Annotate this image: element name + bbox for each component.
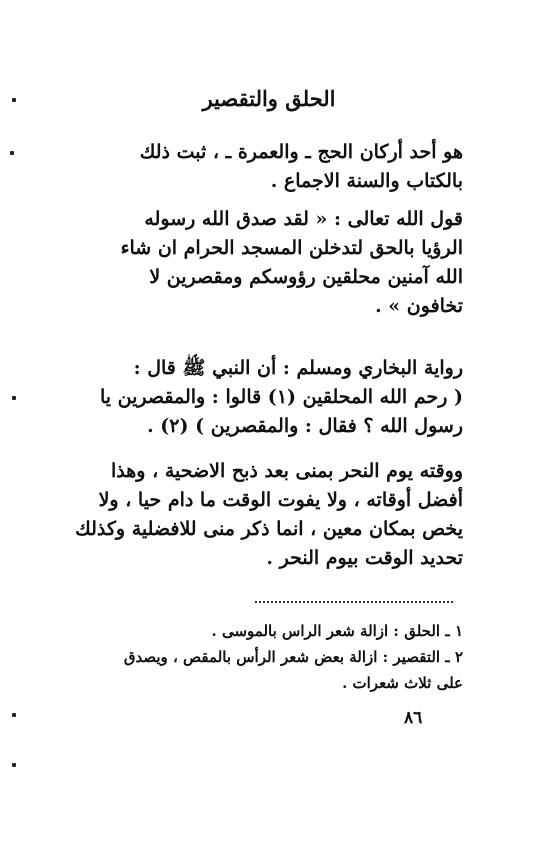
paragraph-hadith bbox=[71, 354, 463, 441]
text-line: تحديد الوقت بيوم النحر . bbox=[266, 547, 463, 569]
footnote-line: ٢ ـ التقصير : ازالة بعض شعر الرأس بالمقص ، ويصدق bbox=[123, 648, 463, 666]
text-line: يخص بمكان معين ، انما ذكر منى للافضلية وكذلك bbox=[75, 518, 463, 540]
footnote-line: ١ ـ الحلق : ازالة شعر الراس بالموسى . bbox=[211, 622, 463, 640]
text-line: هو أحد أركان الحج ـ والعمرة ـ ، ثبت ذلك bbox=[139, 141, 463, 163]
scan-speck bbox=[10, 151, 14, 155]
text-line: ووقته يوم النحر بمنى بعد ذبح الاضحية ، وهذا bbox=[111, 460, 463, 482]
footnote-divider bbox=[255, 601, 453, 603]
text-line: رواية البخاري ومسلم : أن النبي ﷺ قال : bbox=[133, 357, 463, 379]
text-line: تخافون » . bbox=[375, 295, 463, 317]
paragraph-timing bbox=[71, 457, 463, 573]
text-line: الرؤيا بالحق لتدخلن المسجد الحرام ان شاء bbox=[120, 237, 463, 259]
text-line: ( رحم الله المحلقين (١) قالوا : والمقصرين يا bbox=[99, 386, 463, 408]
text-line: أفضل أوقاته ، ولا يفوت الوقت ما دام حيا ، ولا bbox=[98, 489, 463, 511]
scan-speck bbox=[12, 763, 16, 767]
text-line: قول الله تعالى : « لقد صدق الله رسوله bbox=[144, 208, 463, 230]
footnote-line: على ثلاث شعرات . bbox=[342, 674, 463, 692]
page-number: ٨٦ bbox=[404, 708, 423, 728]
text-line: بالكتاب والسنة الاجماع . bbox=[270, 170, 463, 192]
text-line: الله آمنين محلقين رؤوسكم ومقصرين لا bbox=[149, 266, 463, 288]
section-heading: الحلق والتقصير bbox=[202, 86, 336, 111]
text-line: رسول الله ؟ فقال : والمقصرين ) (٢) . bbox=[147, 415, 463, 437]
paragraph-quran-verse bbox=[71, 205, 463, 321]
scan-speck bbox=[12, 396, 16, 400]
scan-speck bbox=[12, 98, 16, 102]
footnotes bbox=[71, 618, 463, 696]
paragraph-definition bbox=[71, 138, 463, 196]
scan-speck bbox=[12, 713, 16, 717]
